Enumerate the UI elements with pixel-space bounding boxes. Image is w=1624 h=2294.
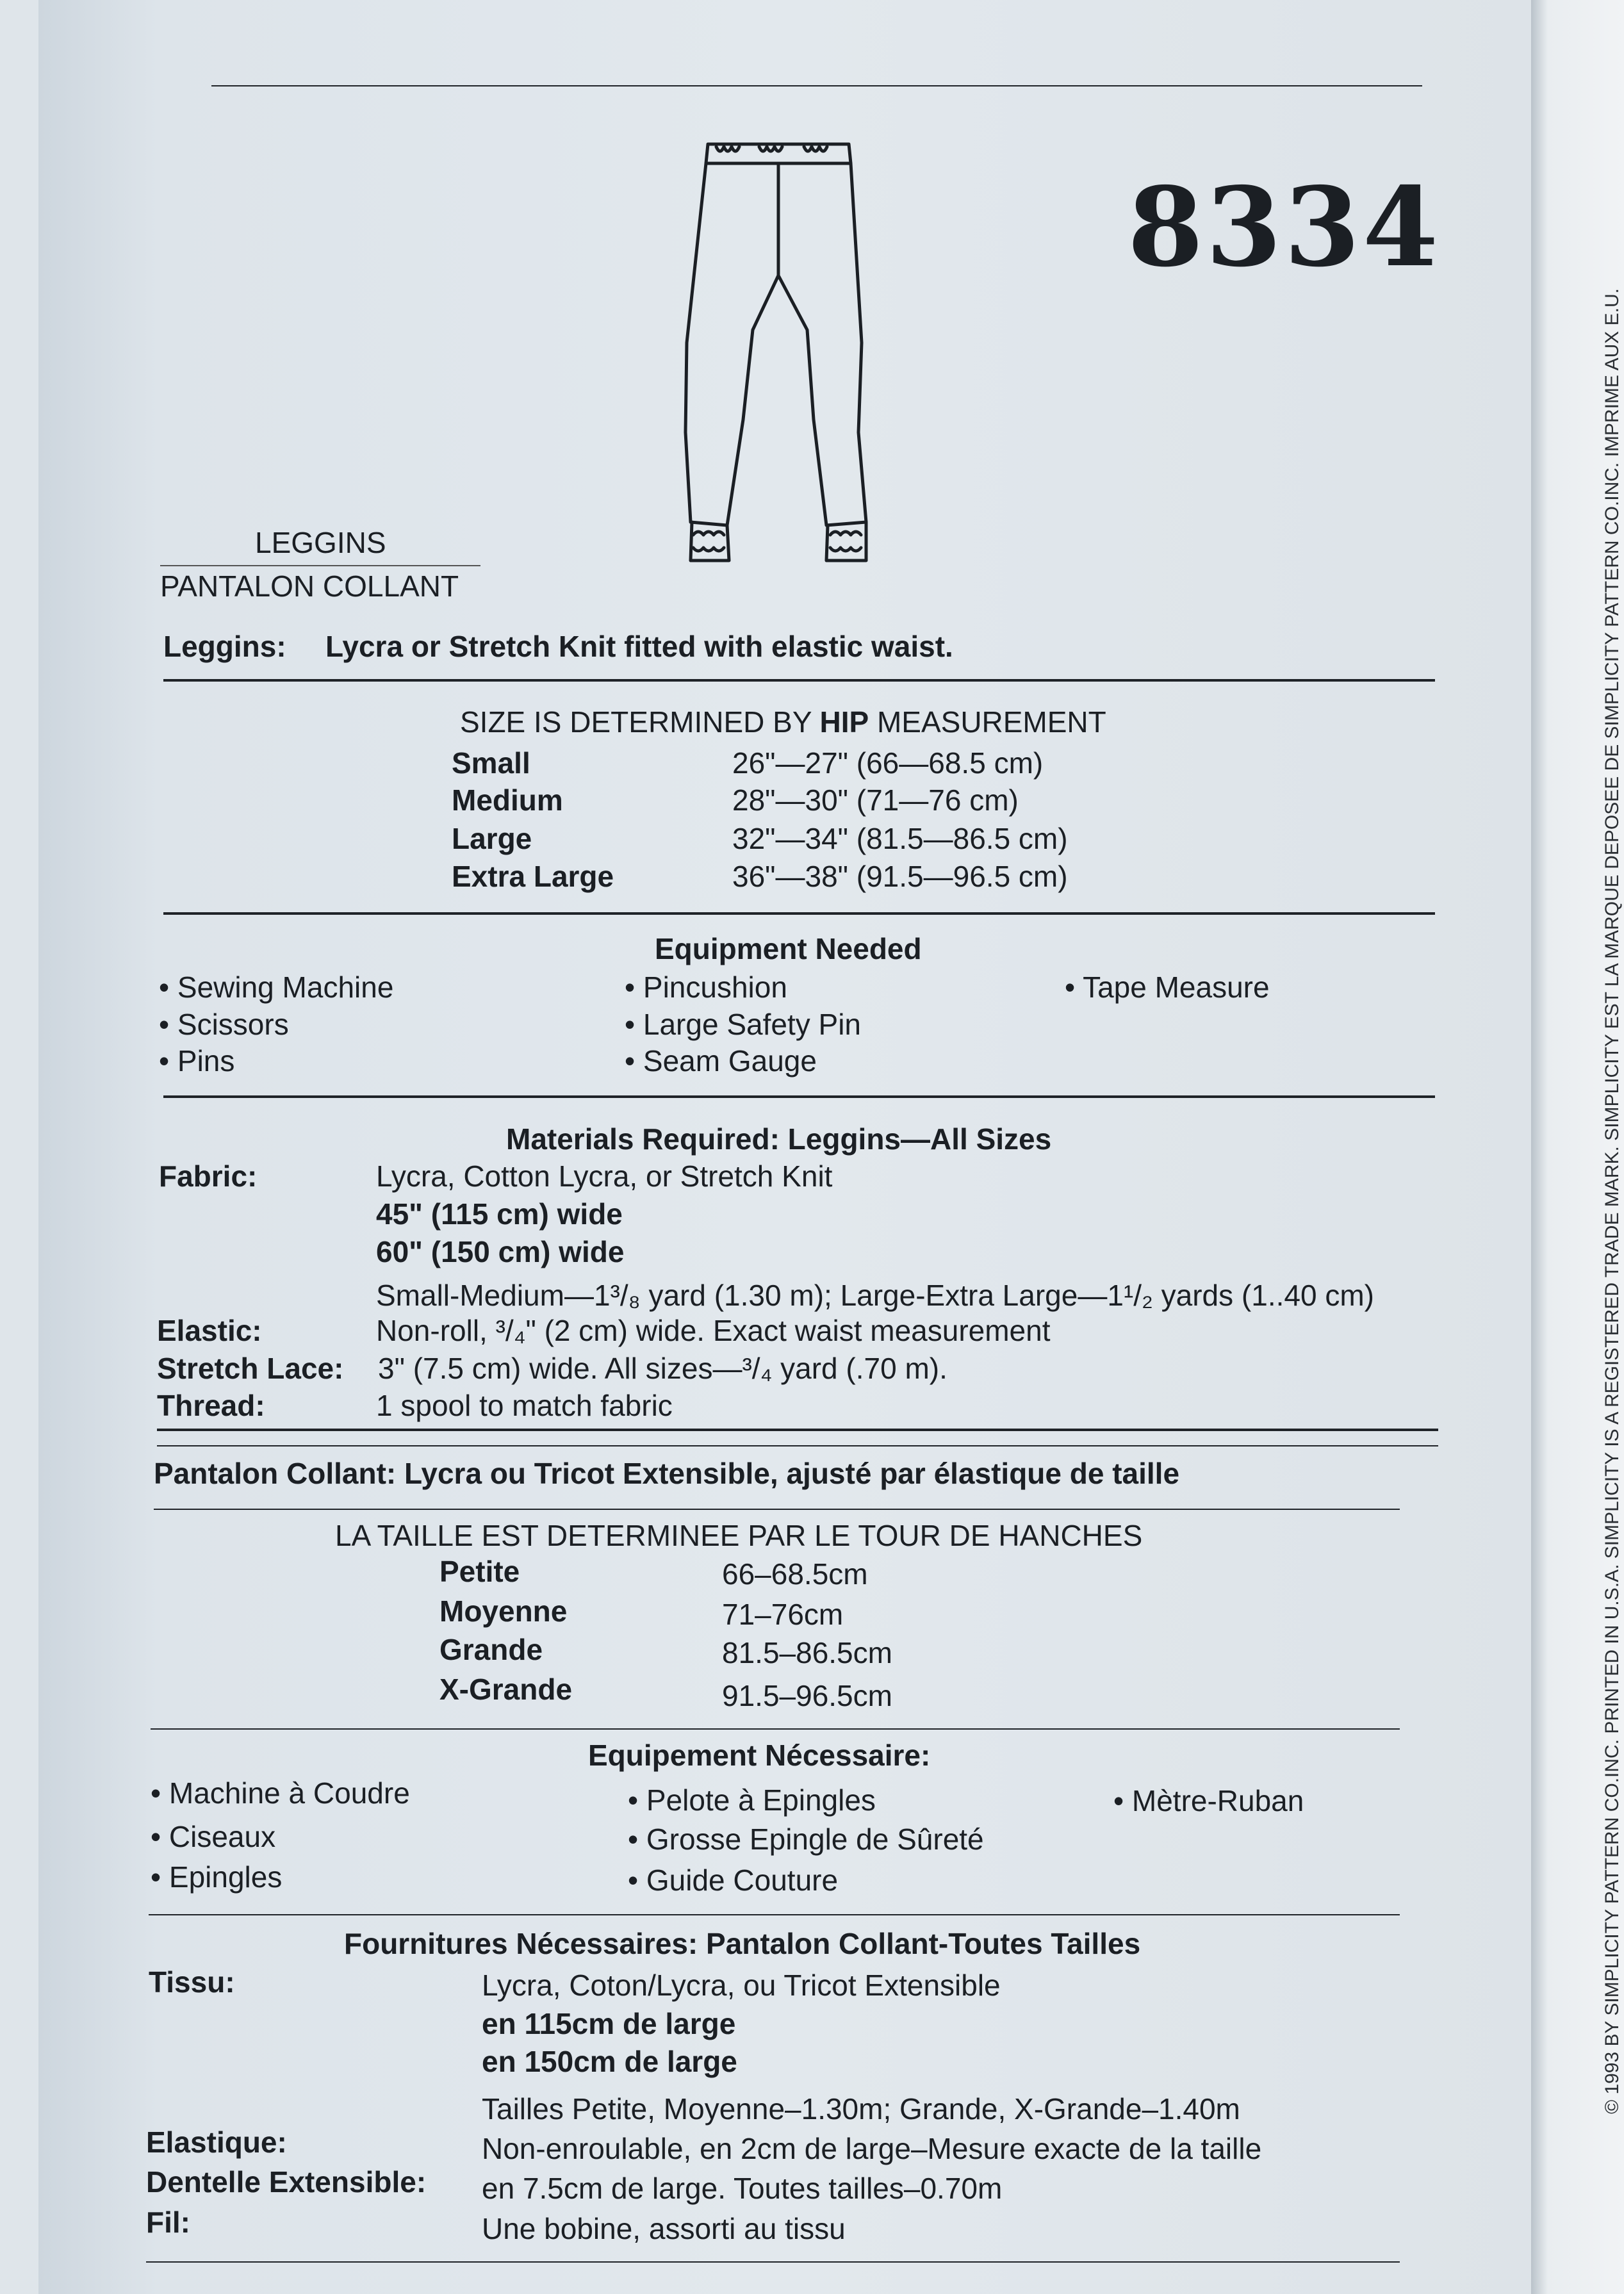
size-en-heading-pre: SIZE IS DETERMINED BY	[460, 705, 820, 739]
equipment-en-item: • Large Safety Pin	[625, 1008, 861, 1041]
desc-en-text: Lycra or Stretch Knit fitted with elastic waist.	[325, 630, 953, 663]
divider-8	[146, 2261, 1400, 2263]
title-fr: PANTALON COLLANT	[160, 569, 459, 603]
materials-en-thread-label: Thread:	[157, 1389, 265, 1422]
materials-en-lace-label: Stretch Lace:	[157, 1352, 344, 1385]
equipment-en-item: • Pins	[159, 1044, 235, 1077]
equipment-en-item-text: Sewing Machine	[177, 971, 394, 1004]
equipment-fr-item-text: Guide Couture	[646, 1864, 839, 1897]
equipment-en-item-text: Large Safety Pin	[643, 1008, 861, 1041]
divider-3	[163, 1095, 1435, 1098]
materials-en-heading: Materials Required: Leggins—All Sizes	[506, 1122, 1052, 1156]
size-en-heading	[460, 707, 1106, 737]
size-en-range: 32"—34" (81.5—86.5 cm)	[732, 822, 1068, 855]
divider-5	[154, 1509, 1400, 1510]
materials-fr-lace-label: Dentelle Extensible:	[146, 2165, 427, 2199]
equipment-en-item-text: Pins	[177, 1044, 235, 1077]
desc-fr: Pantalon Collant: Lycra ou Tricot Extensible, ajusté par élastique de taille	[154, 1457, 1180, 1490]
size-fr-name: Petite	[439, 1555, 520, 1588]
materials-en-fabric-1: Lycra, Cotton Lycra, or Stretch Knit	[376, 1159, 833, 1193]
divider-2	[163, 912, 1435, 915]
materials-fr-thread-label: Fil:	[146, 2206, 190, 2239]
materials-en-lace: 3" (7.5 cm) wide. All sizes—³/₄ yard (.70 m).	[378, 1352, 947, 1385]
materials-fr-thread: Une bobine, assorti au tissu	[482, 2212, 846, 2245]
size-fr-range: 66–68.5cm	[722, 1557, 868, 1591]
materials-en-elastic-label: Elastic:	[157, 1314, 262, 1347]
size-en-name: Extra Large	[452, 860, 614, 893]
equipment-en-item: • Sewing Machine	[159, 971, 394, 1004]
size-en-range: 28"—30" (71—76 cm)	[732, 783, 1019, 817]
size-fr-name: X-Grande	[439, 1673, 573, 1706]
equipment-fr-item: • Mètre-Ruban	[1113, 1784, 1304, 1817]
equipment-fr-item: • Pelote à Epingles	[628, 1783, 876, 1817]
equipment-fr-item-text: Epingles	[168, 1860, 283, 1894]
equipment-fr-item-text: Ciseaux	[168, 1820, 276, 1853]
equipment-fr-item-text: Pelote à Epingles	[646, 1783, 876, 1817]
copyright-notice: © 1993 BY SIMPLICITY PATTERN CO.INC. PRINTED IN U.S.A. SIMPLICITY IS A REGISTERED TRADE MARK. SIMPLICITY EST LA MARQUE DEPOSEE DE SIMPLICITY PATTERN CO.INC. IMPRIME AUX E.U.	[1602, 288, 1623, 2114]
pattern-number: 8334	[1128, 163, 1441, 291]
equipment-en-item: • Pincushion	[625, 971, 787, 1004]
materials-fr-heading: Fournitures Nécessaires: Pantalon Collant-Toutes Tailles	[344, 1927, 1141, 1960]
equipment-fr-item: • Epingles	[151, 1860, 283, 1894]
size-en-range: 26"—27" (66—68.5 cm)	[732, 746, 1044, 780]
title-divider	[160, 565, 480, 566]
materials-fr-elastic: Non-enroulable, en 2cm de large–Mesure exacte de la taille	[482, 2132, 1262, 2165]
leggings-illustration	[647, 138, 903, 573]
equipment-en-item: • Seam Gauge	[625, 1044, 817, 1077]
equipment-fr-heading: Equipement Nécessaire:	[588, 1739, 931, 1772]
divider-1	[163, 679, 1435, 682]
size-en-name: Large	[452, 822, 532, 855]
divider-4b	[157, 1445, 1438, 1446]
divider-4	[157, 1429, 1438, 1431]
equipment-fr-item: • Machine à Coudre	[151, 1776, 410, 1810]
size-fr-range: 81.5–86.5cm	[722, 1636, 892, 1669]
materials-en-fabric-3: 60" (150 cm) wide	[376, 1235, 625, 1268]
size-en-heading-bold: HIP	[819, 705, 869, 739]
materials-fr-elastic-label: Elastique:	[146, 2126, 287, 2159]
equipment-fr-item-text: Mètre-Ruban	[1131, 1784, 1304, 1817]
size-en-name: Small	[452, 746, 530, 780]
equipment-en-item-text: Tape Measure	[1083, 971, 1270, 1004]
materials-en-fabric-4: Small-Medium—1³/₈ yard (1.30 m); Large-Extra Large—1¹/₂ yards (1..40 cm)	[376, 1279, 1374, 1312]
equipment-fr-item: • Ciseaux	[151, 1820, 276, 1853]
divider-7	[149, 1914, 1400, 1915]
equipment-fr-item: • Guide Couture	[628, 1864, 839, 1897]
materials-en-thread: 1 spool to match fabric	[376, 1389, 673, 1422]
materials-en-elastic: Non-roll, ³/₄" (2 cm) wide. Exact waist measurement	[376, 1314, 1051, 1347]
equipment-en-item-text: Seam Gauge	[643, 1044, 817, 1077]
size-fr-name: Grande	[439, 1633, 543, 1666]
size-en-heading-post: MEASUREMENT	[869, 705, 1106, 739]
materials-fr-lace: en 7.5cm de large. Toutes tailles–0.70m	[482, 2172, 1003, 2205]
size-fr-heading: LA TAILLE EST DETERMINEE PAR LE TOUR DE HANCHES	[335, 1519, 1143, 1552]
materials-fr-fabric-4: Tailles Petite, Moyenne–1.30m; Grande, X-Grande–1.40m	[482, 2092, 1240, 2126]
equipment-en-item-text: Scissors	[177, 1008, 289, 1041]
top-rule	[211, 85, 1422, 86]
equipment-en-item: • Scissors	[159, 1008, 289, 1041]
size-fr-range: 71–76cm	[722, 1598, 844, 1631]
divider-6	[151, 1728, 1400, 1730]
materials-en-fabric-2: 45" (115 cm) wide	[376, 1197, 623, 1231]
materials-en-fabric-label: Fabric:	[159, 1159, 258, 1193]
equipment-fr-item-text: Grosse Epingle de Sûreté	[646, 1823, 984, 1856]
title-en: LEGGINS	[255, 526, 386, 559]
materials-fr-fabric-1: Lycra, Coton/Lycra, ou Tricot Extensible	[482, 1969, 1001, 2002]
equipment-en-item-text: Pincushion	[643, 971, 787, 1004]
equipment-fr-item: • Grosse Epingle de Sûreté	[628, 1823, 984, 1856]
materials-fr-fabric-3: en 150cm de large	[482, 2045, 737, 2078]
desc-en-label: Leggins:	[163, 630, 286, 663]
size-fr-name: Moyenne	[439, 1594, 568, 1628]
size-en-name: Medium	[452, 783, 563, 817]
equipment-fr-item-text: Machine à Coudre	[168, 1776, 410, 1810]
size-fr-range: 91.5–96.5cm	[722, 1679, 892, 1712]
materials-fr-fabric-2: en 115cm de large	[482, 2007, 736, 2040]
equipment-en-heading: Equipment Needed	[655, 932, 922, 965]
materials-fr-fabric-label: Tissu:	[149, 1965, 235, 1999]
equipment-en-item: • Tape Measure	[1065, 971, 1270, 1004]
size-en-range: 36"—38" (91.5—96.5 cm)	[732, 860, 1068, 893]
